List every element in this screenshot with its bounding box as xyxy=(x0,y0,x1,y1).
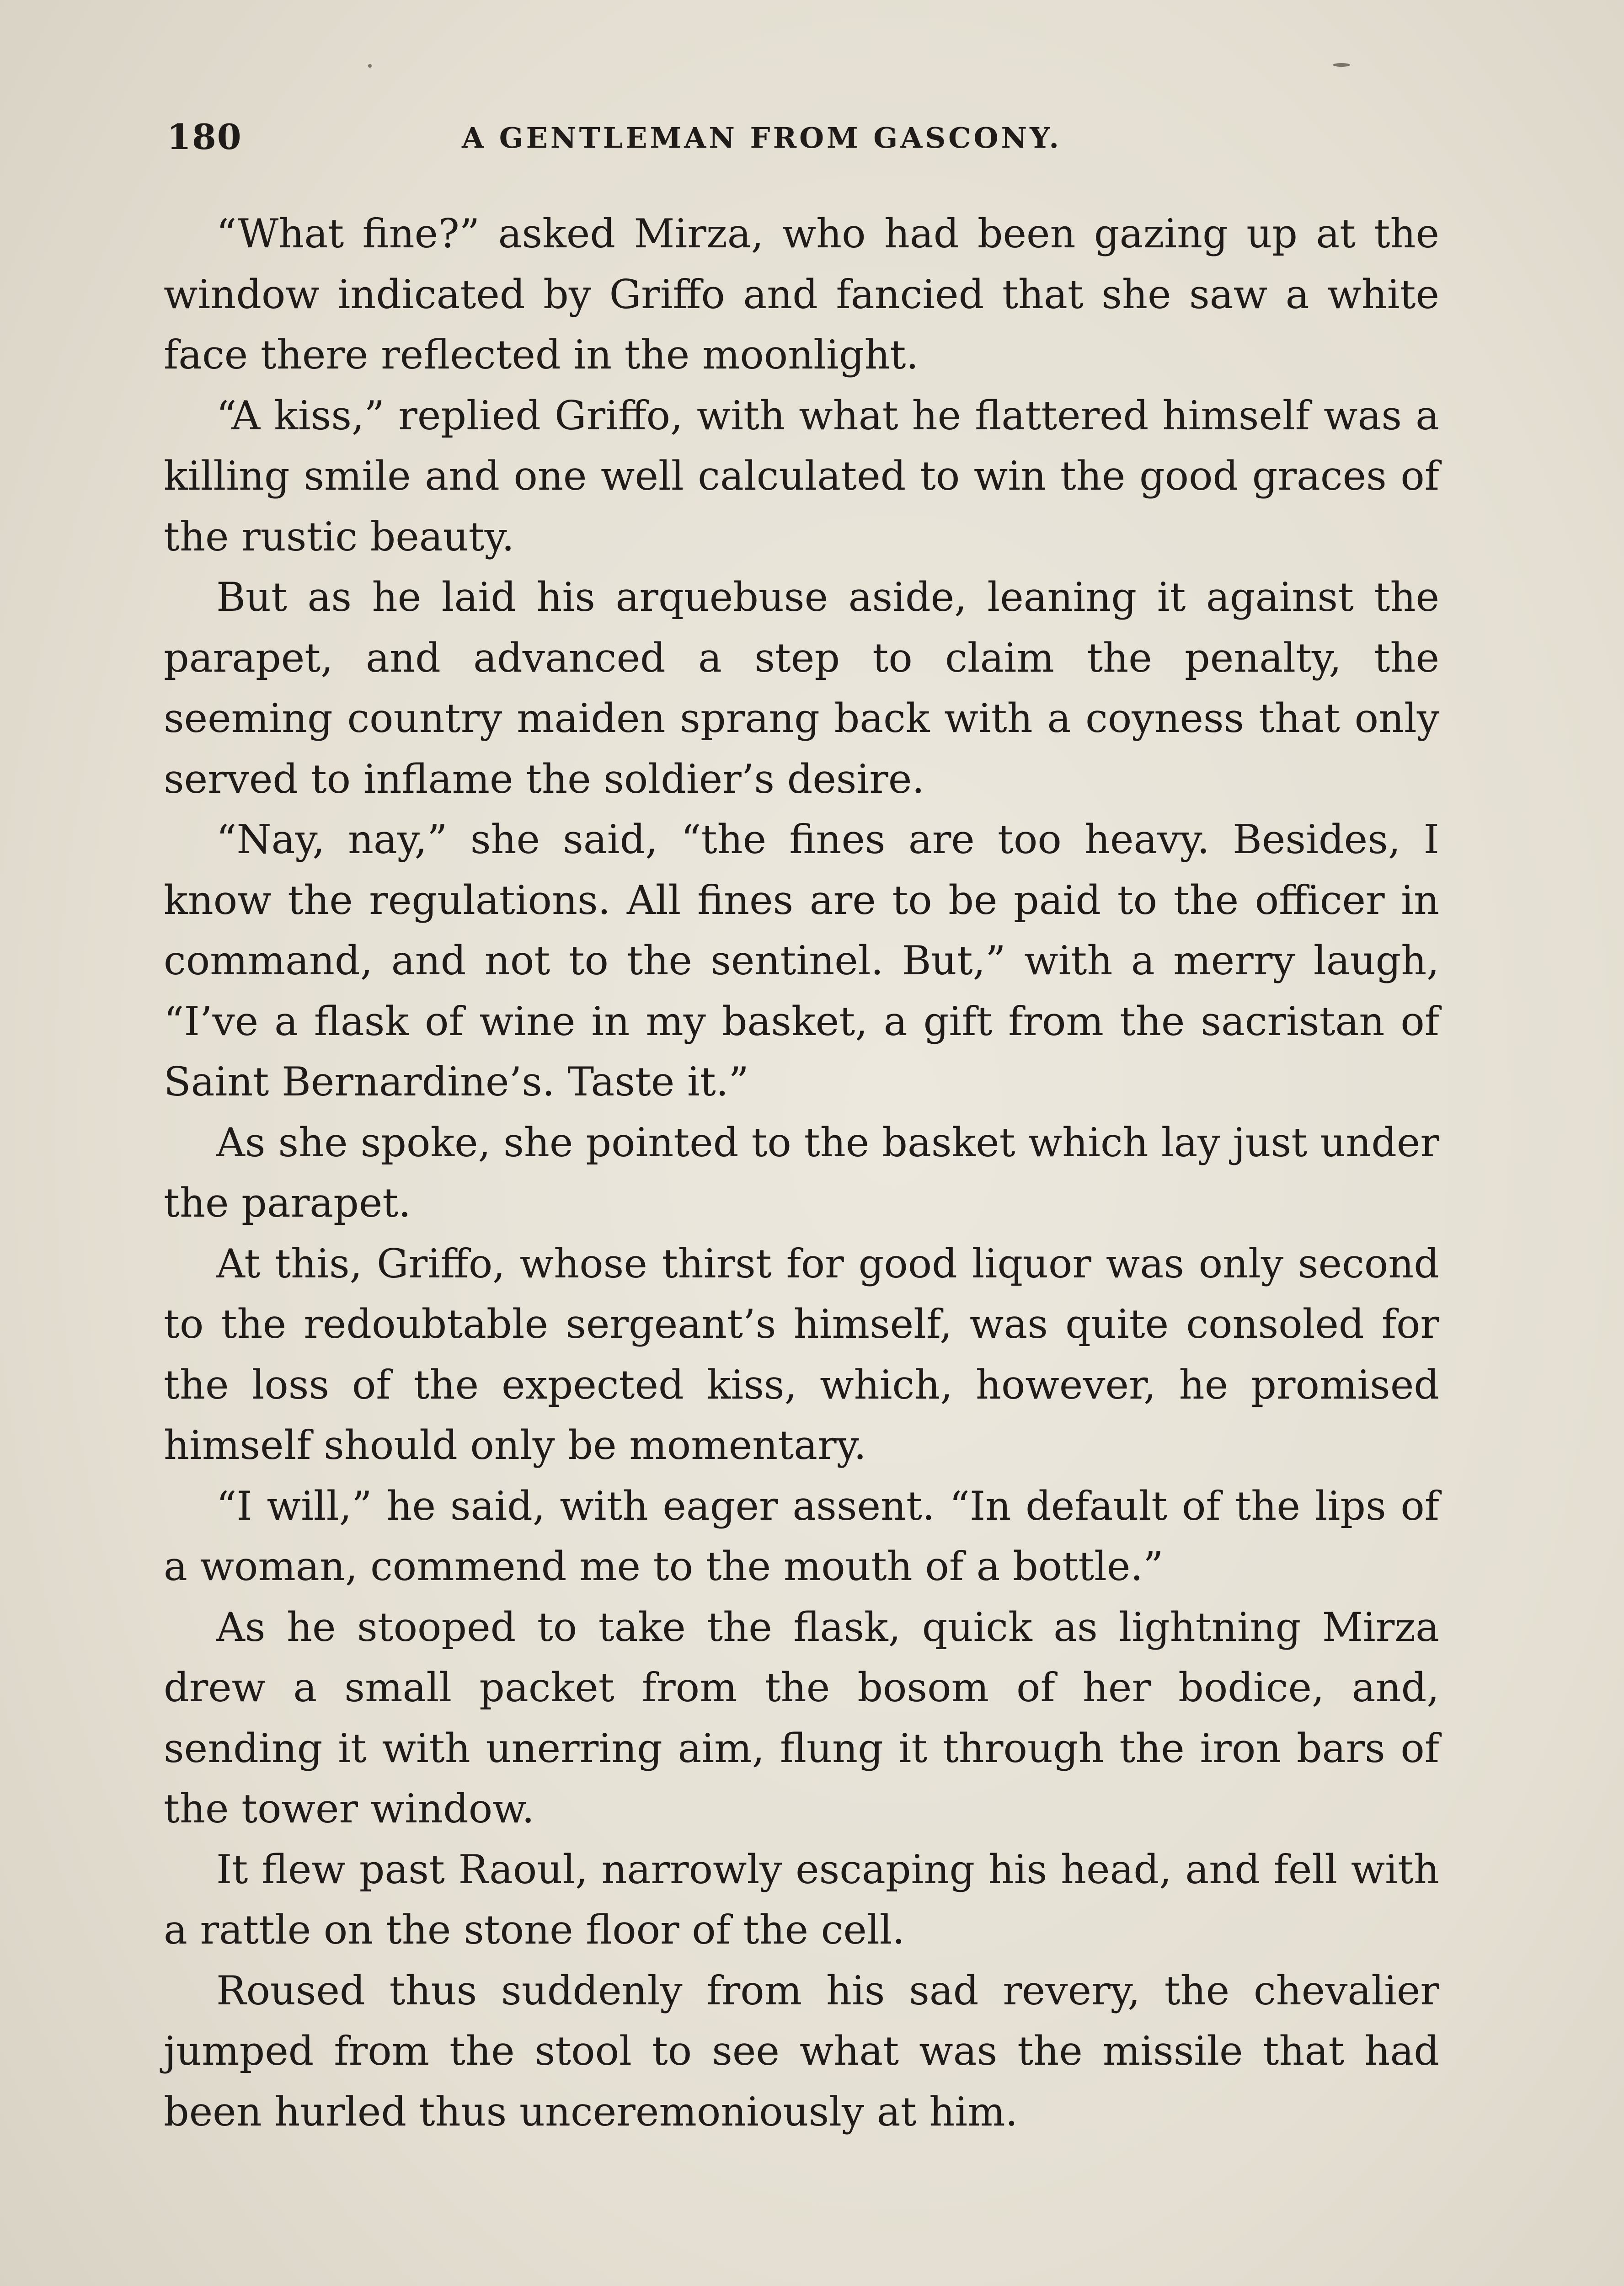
body-text xyxy=(164,203,1439,2142)
paragraph: “Nay, nay,” she said, “the fines are too heavy. Besides, I know the regulations. All fines are to be paid to the officer in command, and not to the sentinel. But,” with a merry laugh, “I’ve a flask of wine in my basket, a gift from the sacristan of Saint Bernardine’s. Taste it.” xyxy=(164,816,1439,1105)
ink-speck xyxy=(1333,63,1350,67)
paragraph: Roused thus suddenly from his sad revery, the chevalier jumped from the stool to see what was the missile that had been hurled thus unceremoniously at him. xyxy=(164,1967,1439,2135)
page-header xyxy=(162,117,1456,167)
paragraph: At this, Griffo, whose thirst for good liquor was only second to the redoubtable sergeant’s himself, was quite consoled for the loss of the expected kiss, which, however, he promised himself should only be momentary. xyxy=(164,1240,1439,1469)
paragraph: As she spoke, she pointed to the basket which lay just under the parapet. xyxy=(164,1119,1439,1226)
paragraph: But as he laid his arquebuse aside, leaning it against the parapet, and advanced a step to claim the penalty, the seeming country maiden sprang back with a coyness that only served to inflame the soldier’s desire. xyxy=(164,574,1439,802)
running-head: A GENTLEMAN FROM GASCONY. xyxy=(462,121,1062,155)
paragraph: “What fine?” asked Mirza, who had been gazing up at the window indicated by Griffo and fancied that she saw a white face there reflected in the moonlight. xyxy=(164,210,1439,378)
paragraph: “A kiss,” replied Griffo, with what he flattered himself was a killing smile and one well calculated to win the good graces of the rustic beauty. xyxy=(164,392,1439,560)
paragraph: As he stooped to take the flask, quick as lightning Mirza drew a small packet from the bosom of her bodice, and, sending it with unerring aim, flung it through the iron bars of the tower window. xyxy=(164,1603,1439,1832)
ink-speck xyxy=(368,64,372,68)
paragraph: “I will,” he said, with eager assent. “In default of the lips of a woman, commend me to the mouth of a bottle.” xyxy=(164,1482,1439,1590)
page-number: 180 xyxy=(167,117,242,157)
paragraph: It flew past Raoul, narrowly escaping his head, and fell with a rattle on the stone floor of the cell. xyxy=(164,1846,1439,1953)
